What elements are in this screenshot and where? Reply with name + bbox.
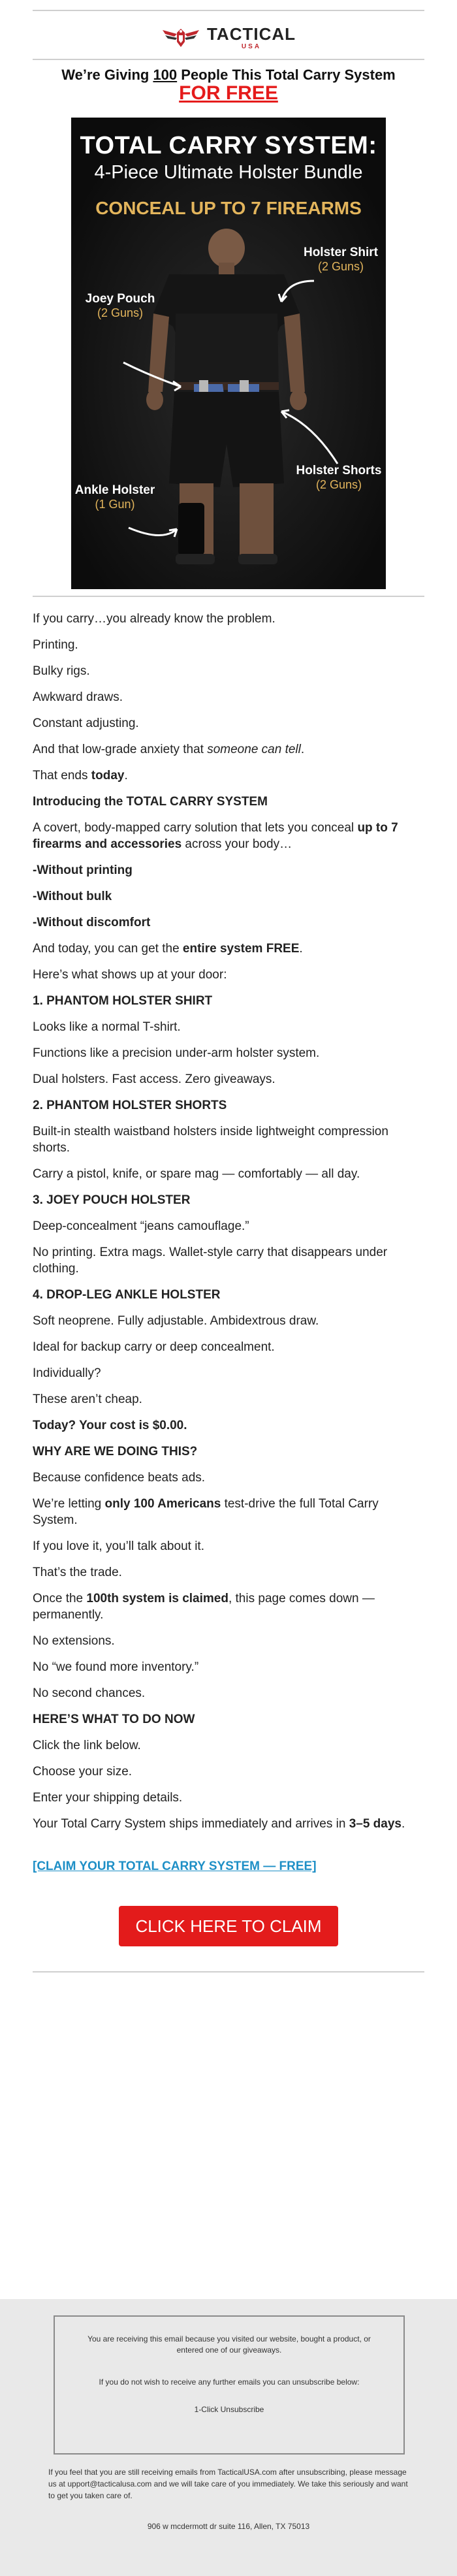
body-line: If you love it, you’ll talk about it. <box>33 1539 204 1553</box>
body-line: No “we found more inventory.” <box>33 1660 199 1674</box>
claim-link-line <box>33 1858 424 1875</box>
hero-image[interactable] <box>71 118 386 589</box>
unsubscribe-link[interactable]: 1-Click Unsubscribe <box>194 2405 264 2414</box>
body-line: Printing. <box>33 638 78 652</box>
body-line: If you carry…you already know the problem. <box>33 612 276 626</box>
footer-address: 906 w mcdermott dr suite 116, Allen, TX 75013 <box>147 2522 310 2531</box>
body-line: Carry a pistol, knife, or spare mag — comfortably — all day. <box>33 1167 360 1181</box>
callout-holster-shorts <box>293 464 385 492</box>
product-heading: 1. PHANTOM HOLSTER SHIRT <box>33 994 213 1008</box>
product-heading: 2. PHANTOM HOLSTER SHORTS <box>33 1099 227 1112</box>
headline <box>0 67 457 84</box>
body-line: Dual holsters. Fast access. Zero giveaways. <box>33 1072 276 1086</box>
body-line: Built-in stealth waistband holsters inside lightweight compression shorts. <box>33 1125 388 1155</box>
body-line: We’re letting only 100 Americans test-drive the full Total Carry System. <box>33 1497 379 1527</box>
callout-joey-pouch <box>78 292 163 320</box>
body-line: Deep-concealment “jeans camouflage.” <box>33 1219 249 1233</box>
callout-guns: (1 Gun) <box>95 498 135 511</box>
body-line: Ideal for backup carry or deep concealment. <box>33 1340 275 1354</box>
for-free-heading: FOR FREE <box>179 82 278 104</box>
body-line: Awkward draws. <box>33 690 123 704</box>
body-line: No extensions. <box>33 1634 115 1648</box>
claim-link[interactable]: [CLAIM YOUR TOTAL CARRY SYSTEM — FREE] <box>33 1860 317 1873</box>
body-line: Choose your size. <box>33 1765 133 1779</box>
brand-name: TACTICAL <box>206 24 296 44</box>
callout-holster-shirt <box>298 246 383 274</box>
body-line: Once the 100th system is claimed, this page comes down — permanently. <box>33 1592 375 1622</box>
body-line: That ends today. <box>33 769 128 782</box>
body-line: And today, you can get the entire system FREE. <box>33 942 303 956</box>
hero-divider <box>33 596 424 597</box>
body-line: Enter your shipping details. <box>33 1791 183 1805</box>
body-line: Here’s what shows up at your door: <box>33 968 227 982</box>
callout-guns: (2 Guns) <box>97 306 144 319</box>
product-heading: 4. DROP-LEG ANKLE HOLSTER <box>33 1288 221 1302</box>
body-line: Your Total Carry System ships immediately and arrives in 3–5 days. <box>33 1817 405 1831</box>
hero-tagline: CONCEAL UP TO 7 FIREARMS <box>95 198 362 218</box>
callout-label: Ankle Holster <box>74 483 155 497</box>
body-line: Bulky rigs. <box>33 664 90 678</box>
headline-prefix: We’re Giving <box>61 67 153 83</box>
benefit-line: -Without discomfort <box>33 916 151 929</box>
section-heading: Introducing the TOTAL CARRY SYSTEM <box>33 795 268 809</box>
body-line: Looks like a normal T-shirt. <box>33 1020 181 1034</box>
footer-note: If you feel that you are still receiving emails from TacticalUSA.com after unsubscribing, please message us at upport@tacticalusa.com and we will take care of you immediately. We take this seriously and want to get you taken care of. <box>48 2468 408 2500</box>
footer-box <box>54 2315 405 2455</box>
header <box>0 13 457 63</box>
brand-logo[interactable] <box>161 25 296 50</box>
top-divider <box>33 10 424 11</box>
brand-sub: USA <box>241 43 262 50</box>
headline-count: 100 <box>153 67 178 83</box>
body-line: No second chances. <box>33 1686 146 1700</box>
callout-label: Joey Pouch <box>85 292 155 306</box>
footer-reason: You are receiving this email because you visited our website, bought a product, or entered one of our giveaways. <box>87 2334 371 2355</box>
body-line: Individually? <box>33 1366 101 1380</box>
callout-label: Holster Shirt <box>303 246 379 259</box>
body-line: Functions like a precision under-arm holster system. <box>33 1046 320 1060</box>
callout-guns: (2 Guns) <box>317 260 364 273</box>
section-heading: HERE’S WHAT TO DO NOW <box>33 1713 195 1726</box>
body-line: Soft neoprene. Fully adjustable. Ambidextrous draw. <box>33 1314 319 1328</box>
hero-subtitle: 4-Piece Ultimate Holster Bundle <box>94 162 363 183</box>
callout-label: Holster Shorts <box>296 464 382 477</box>
body-line: Click the link below. <box>33 1739 141 1752</box>
benefit-line: -Without printing <box>33 863 133 877</box>
callout-guns: (2 Guns) <box>315 478 362 491</box>
footer <box>0 2299 457 2576</box>
body-divider <box>33 1971 424 1972</box>
section-heading: WHY ARE WE DOING THIS? <box>33 1445 198 1458</box>
body-line: And that low-grade anxiety that someone can tell. <box>33 743 305 756</box>
body-line: A covert, body-mapped carry solution that lets you conceal up to 7 firearms and accessories across your body… <box>33 821 398 851</box>
body-line: No printing. Extra mags. Wallet-style carry that disappears under clothing. <box>33 1246 388 1276</box>
body-line: Because confidence beats ads. <box>33 1471 206 1485</box>
callout-ankle-holster <box>72 483 157 511</box>
body-line: These aren’t cheap. <box>33 1393 142 1406</box>
product-heading: 3. JOEY POUCH HOLSTER <box>33 1193 191 1207</box>
claim-button[interactable]: CLICK HERE TO CLAIM <box>119 1906 338 1946</box>
body-line: Constant adjusting. <box>33 716 139 730</box>
model-figure <box>71 118 386 589</box>
price-line: Today? Your cost is $0.00. <box>33 1419 187 1432</box>
headline-suffix: People This Total Carry System <box>177 67 396 83</box>
footer-optout: If you do not wish to receive any further emails you can unsubscribe below: <box>99 2377 360 2387</box>
eagle-icon <box>161 26 200 50</box>
body-line: That’s the trade. <box>33 1566 122 1579</box>
hero-title: TOTAL CARRY SYSTEM: <box>80 132 377 159</box>
benefit-line: -Without bulk <box>33 890 112 903</box>
header-divider <box>33 59 424 60</box>
